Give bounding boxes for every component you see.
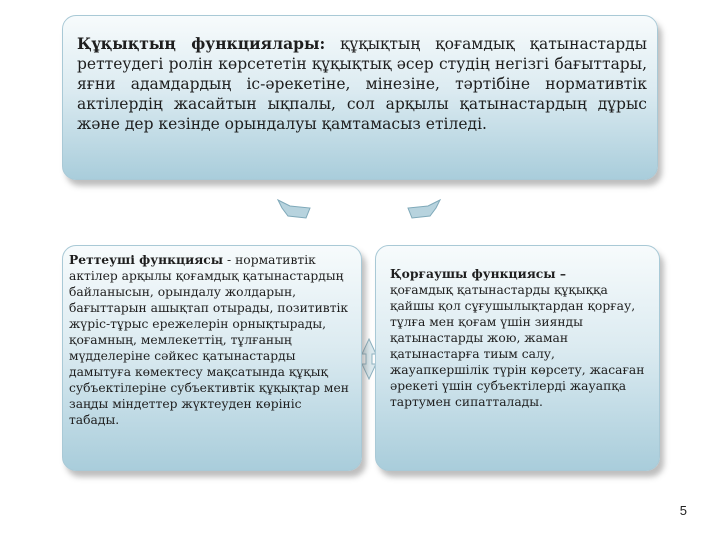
regulatory-function-description: - нормативтік актілер арқылы қоғамдық қатынастардың байланысын, орындалу жолдарын, бағыттарын ашықтап отырады, позитивтік жүріс-тұрыс ережелерін орнықтырады, қоғамның, мемлекеттің, тұлғаның мүдделеріне сәйкес қатынастарды дамытуға көмектесу мақсатында құқық субъектілеріне субъективтік құқықтар мен заңды міндеттер жүктеуден көрініс табады. — [69, 253, 349, 427]
functions-definition-box — [62, 15, 658, 180]
protective-function-box — [375, 245, 660, 471]
protective-function-title: Қорғаушы функциясы – — [390, 266, 567, 281]
regulatory-function-text — [69, 252, 349, 428]
arrow-down-right-icon — [406, 196, 442, 222]
regulatory-function-box — [62, 245, 362, 471]
regulatory-function-title: Реттеуші функциясы — [69, 252, 224, 267]
protective-function-title-line — [390, 266, 649, 282]
arrow-down-left-icon — [276, 196, 312, 222]
protective-function-description: қоғамдық қатынастарды құқыққа қайшы қол сұғушылықтардан қорғау, тұлға мен қоғам үшін зиянды қатынастарды жою, жаман қатынастарға тиым салу, жауапкершілік түрін көрсету, жасаған әрекеті үшін субъектілерді жауапқа тартумен сипатталады. — [390, 283, 645, 409]
page-number: 5 — [679, 503, 687, 518]
functions-description: құқықтың қоғамдық қатынастарды реттеудегі ролін көрсететін құқықтық әсер студің негізгі бағыттары, яғни адамдардың іс-әрекетіне, мінезіне, тәртібіне нормативтік актілердің жасайтын ықпалы, сол арқылы қатынастардың дұрыс және дер кезінде орындалуы қамтамасыз етіледі. — [77, 35, 647, 133]
functions-definition-text — [77, 34, 647, 134]
functions-title: Құқықтың функциялары: — [77, 34, 326, 53]
